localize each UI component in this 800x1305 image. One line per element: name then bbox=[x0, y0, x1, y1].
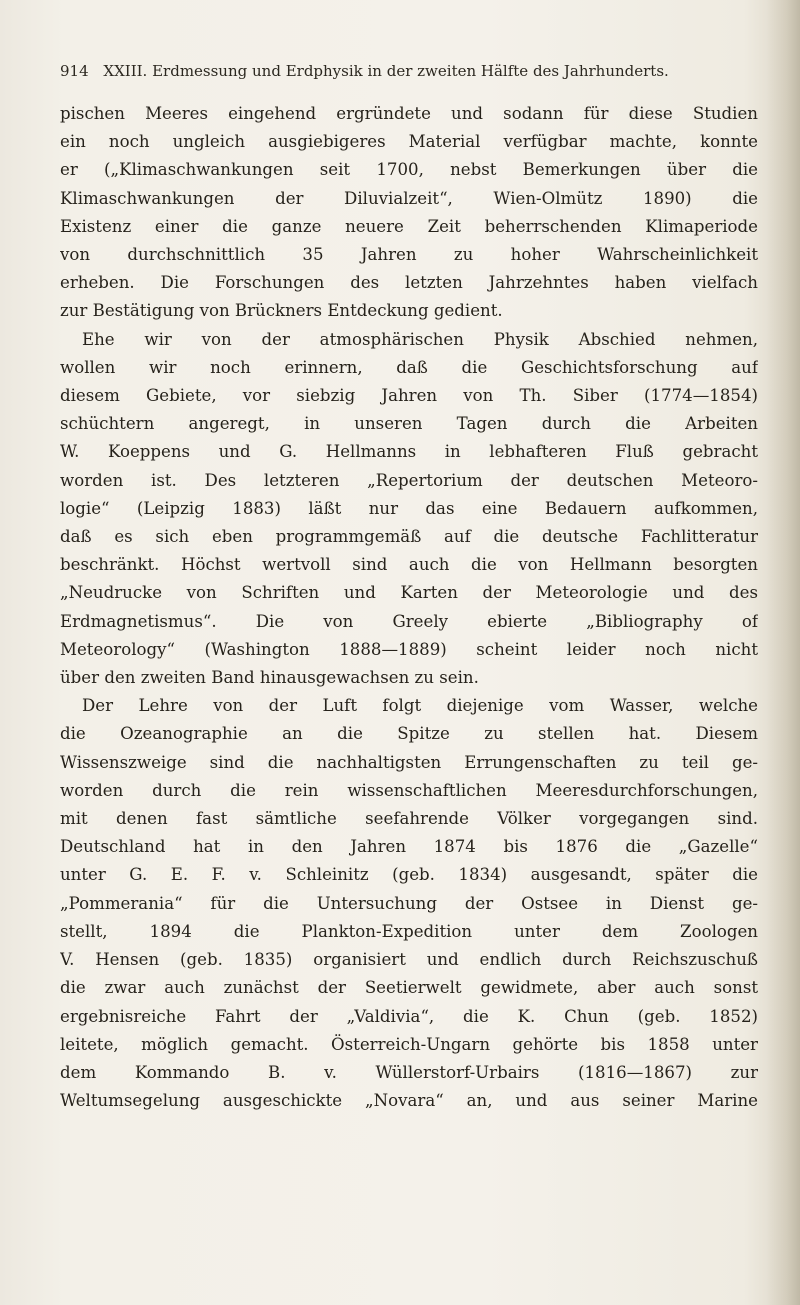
text-line: schüchtern angeregt, in unseren Tagen durch die Arbeiten bbox=[60, 414, 758, 434]
text-line: Deutschland hat in den Jahren 1874 bis 1876 die „Gazelle“ bbox=[60, 837, 758, 857]
text-line: die zwar auch zunächst der Seetierwelt gewidmete, aber auch sonst bbox=[60, 978, 758, 998]
text-line: beschränkt. Höchst wertvoll sind auch die von Hellmann besorgten bbox=[60, 555, 758, 575]
text-line: ergebnisreiche Fahrt der „Valdivia“, die K. Chun (geb. 1852) bbox=[60, 1006, 758, 1026]
text-line: W. Koeppens und G. Hellmanns in lebhafteren Fluß gebracht bbox=[60, 442, 758, 462]
text-line: Der Lehre von der Luft folgt diejenige vom Wasser, welche bbox=[82, 696, 758, 716]
text-line: erheben. Die Forschungen des letzten Jahrzehntes haben vielfach bbox=[60, 273, 758, 293]
text-line: von durchschnittlich 35 Jahren zu hoher Wahrscheinlichkeit bbox=[60, 245, 758, 265]
text-line: stellt, 1894 die Plankton-Expedition unter dem Zoologen bbox=[60, 921, 758, 941]
text-line: worden durch die rein wissenschaftlichen Meeresdurchforschungen, bbox=[60, 780, 758, 800]
text-line: worden ist. Des letzteren „Repertorium der deutschen Meteoro- bbox=[60, 470, 758, 490]
text-line: mit denen fast sämtliche seefahrende Völker vorgegangen sind. bbox=[60, 809, 758, 829]
text-line: pischen Meeres eingehend ergründete und sodann für diese Studien bbox=[60, 104, 758, 123]
text-line: dem Kommando B. v. Wüllerstorf-Urbairs (1816—1867) zur bbox=[60, 1062, 758, 1082]
text-line: „Pommerania“ für die Untersuchung der Ostsee in Dienst ge- bbox=[60, 893, 758, 913]
running-title: XXIII. Erdmessung und Erdphysik in der zweiten Hälfte des Jahrhunderts. bbox=[103, 62, 669, 80]
running-header bbox=[60, 62, 760, 80]
text-line: V. Hensen (geb. 1835) organisiert und endlich durch Reichszuschuß bbox=[60, 950, 758, 970]
text-line: zur Bestätigung von Brückners Entdeckung gedient. bbox=[60, 301, 503, 321]
text-line: über den zweiten Band hinausgewachsen zu sein. bbox=[60, 668, 479, 688]
text-line: die Ozeanographie an die Spitze zu stellen hat. Diesem bbox=[60, 724, 758, 744]
text-line: ein noch ungleich ausgiebigeres Material verfügbar machte, konnte bbox=[60, 132, 758, 152]
text-line: Weltumsegelung ausgeschickte „Novara“ an, und aus seiner Marine bbox=[60, 1091, 758, 1111]
text-line: wollen wir noch erinnern, daß die Geschichtsforschung auf bbox=[60, 357, 758, 377]
text-line: Existenz einer die ganze neuere Zeit beherrschenden Klimaperiode bbox=[60, 216, 758, 236]
text-line: diesem Gebiete, vor siebzig Jahren von Th. Siber (1774—1854) bbox=[60, 386, 758, 406]
text-line: Klimaschwankungen der Diluvialzeit“, Wien-Olmütz 1890) die bbox=[60, 188, 758, 208]
text-line: Meteorology“ (Washington 1888—1889) scheint leider noch nicht bbox=[60, 639, 758, 659]
text-line: unter G. E. F. v. Schleinitz (geb. 1834) ausgesandt, später die bbox=[60, 865, 758, 885]
text-line: er („Klimaschwankungen seit 1700, nebst Bemerkungen über die bbox=[60, 160, 758, 180]
text-line: leitete, möglich gemacht. Österreich-Ungarn gehörte bis 1858 unter bbox=[60, 1034, 758, 1054]
text-line: „Neudrucke von Schriften und Karten der Meteorologie und des bbox=[60, 583, 758, 603]
page-number: 914 bbox=[60, 62, 89, 80]
text-line: logie“ (Leipzig 1883) läßt nur das eine Bedauern aufkommen, bbox=[60, 498, 758, 518]
text-line: Erdmagnetismus“. Die von Greely ebierte „Bibliography of bbox=[60, 611, 758, 631]
text-line: Ehe wir von der atmosphärischen Physik Abschied nehmen, bbox=[82, 329, 758, 349]
body-text bbox=[60, 100, 758, 1115]
page-edge-shadow bbox=[766, 0, 800, 1305]
text-line: Wissenszweige sind die nachhaltigsten Errungenschaften zu teil ge- bbox=[60, 752, 758, 772]
text-line: daß es sich eben programmgemäß auf die deutsche Fachlitteratur bbox=[60, 527, 758, 547]
